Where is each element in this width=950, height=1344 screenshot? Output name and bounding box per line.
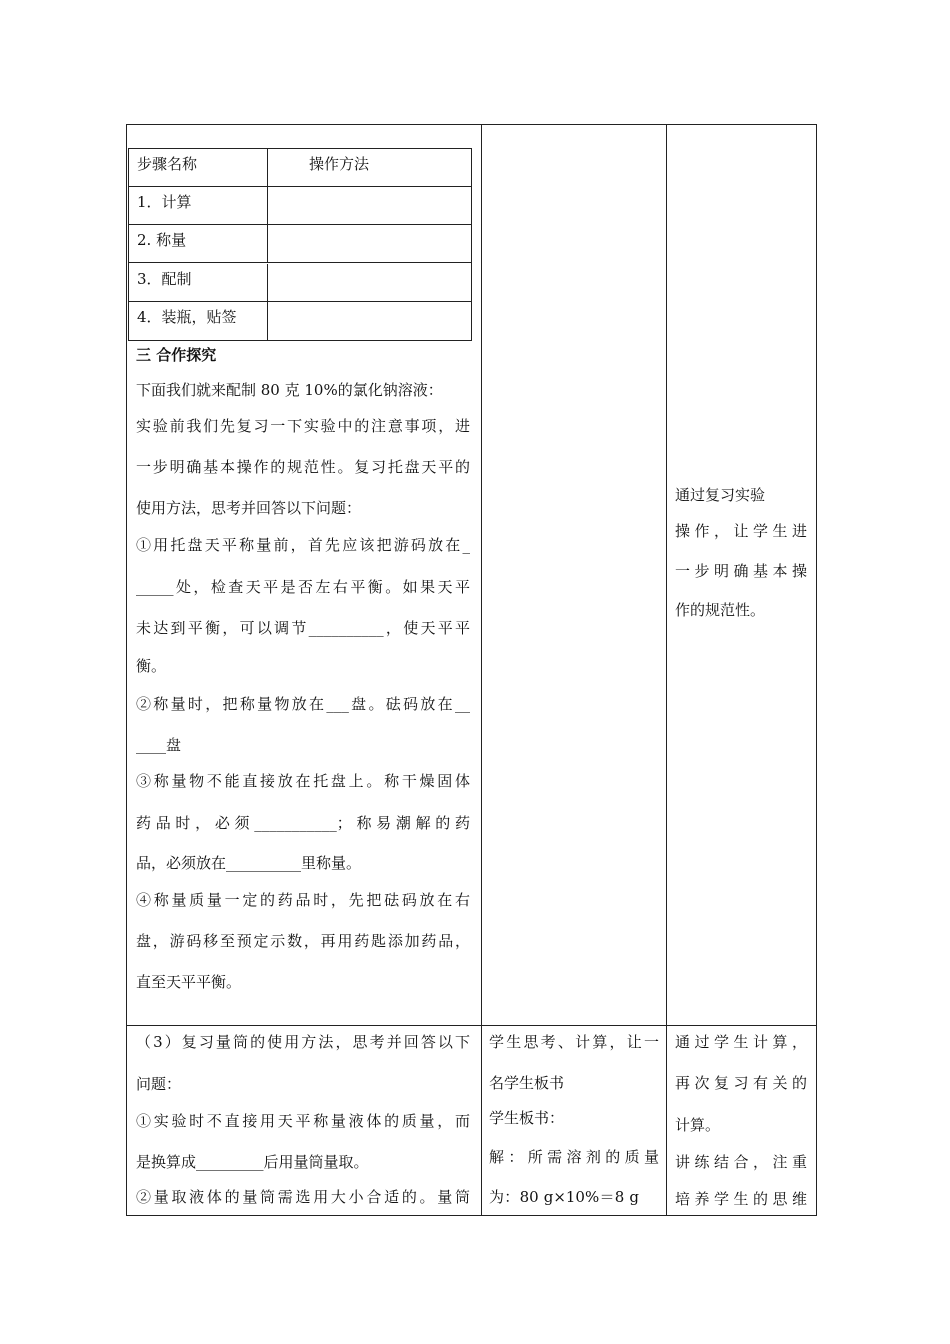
text-line: 作的规范性。 <box>675 601 766 619</box>
text-line: ④称量质量一定的药品时，先把砝码放在右 <box>136 891 470 909</box>
table-bottom-border <box>126 1215 817 1216</box>
text-line: ②称量时，把称量物放在___盘。砝码放在__ <box>136 695 470 713</box>
text-line: 实验前我们先复习一下实验中的注意事项，进 <box>136 417 470 435</box>
text-line: 解：所需溶剂的质量 <box>489 1148 659 1166</box>
steps-table <box>128 148 472 341</box>
text-line: 是换算成_________后用量筒量取。 <box>136 1153 369 1171</box>
text-line: 衡。 <box>136 657 167 675</box>
text-line: ____盘 <box>136 736 182 754</box>
table-row <box>129 187 471 225</box>
text-line: 药品时，必须___________；称易潮解的药 <box>136 814 470 832</box>
column-divider-2 <box>666 124 667 1216</box>
text-line: ②量取液体的量筒需选用大小合适的。量筒 <box>136 1188 470 1206</box>
text-line: 直至天平平衡。 <box>136 973 242 991</box>
text-line: 学生板书： <box>489 1109 565 1127</box>
row-divider <box>126 1025 817 1026</box>
text-line: ①用托盘天平称量前，首先应该把游码放在_ <box>136 536 470 554</box>
header-method: 操作方法 <box>309 155 370 173</box>
text-line: 计算。 <box>675 1116 721 1134</box>
text-line: 为：80 g×10%＝8 g <box>489 1188 639 1206</box>
text-line: 名学生板书 <box>489 1074 565 1092</box>
text-line: 使用方法，思考并回答以下问题： <box>136 499 362 517</box>
section-heading: 三 合作探究 <box>136 346 217 364</box>
table-right-border <box>816 124 817 1216</box>
text-line: 通过复习实验 <box>675 486 766 504</box>
table-row <box>129 264 471 302</box>
table-top-border <box>126 124 817 125</box>
text-line: 学生思考、计算，让一 <box>489 1033 659 1051</box>
step-cell: 1．计算 <box>137 193 192 211</box>
text-line: ①实验时不直接用天平称量液体的质量，而 <box>136 1112 470 1130</box>
table-row <box>129 225 471 263</box>
text-line: 再次复习有关的 <box>675 1074 807 1092</box>
text-line: 问题： <box>136 1075 182 1093</box>
steps-table-header <box>129 149 471 187</box>
text-line: 通过学生计算， <box>675 1033 807 1051</box>
text-line: 品，必须放在__________里称量。 <box>136 854 362 872</box>
text-line: 未达到平衡，可以调节__________，使天平平 <box>136 619 470 637</box>
step-cell: 4．装瓶，贴签 <box>137 308 237 326</box>
text-line: 一步明确基本操 <box>675 562 807 580</box>
column-divider-1 <box>481 124 482 1216</box>
text-line: 一步明确基本操作的规范性。复习托盘天平的 <box>136 458 470 476</box>
text-line: 培养学生的思维 <box>675 1190 807 1208</box>
table-row <box>129 302 471 340</box>
step-cell: 2. 称量 <box>137 231 187 249</box>
text-line: 操作，让学生进 <box>675 522 807 540</box>
text-line: 讲练结合，注重 <box>675 1153 807 1171</box>
text-line: （3）复习量筒的使用方法，思考并回答以下 <box>136 1033 470 1051</box>
table-left-border <box>126 124 127 1216</box>
text-line: 盘，游码移至预定示数，再用药匙添加药品， <box>136 932 470 950</box>
header-step-name: 步骤名称 <box>137 155 198 173</box>
text-line: ③称量物不能直接放在托盘上。称干燥固体 <box>136 772 470 790</box>
text-line: _____处，检查天平是否左右平衡。如果天平 <box>136 578 470 596</box>
text-line: 下面我们就来配制 80 克 10%的氯化钠溶液： <box>136 381 443 399</box>
step-cell: 3．配制 <box>137 270 192 288</box>
